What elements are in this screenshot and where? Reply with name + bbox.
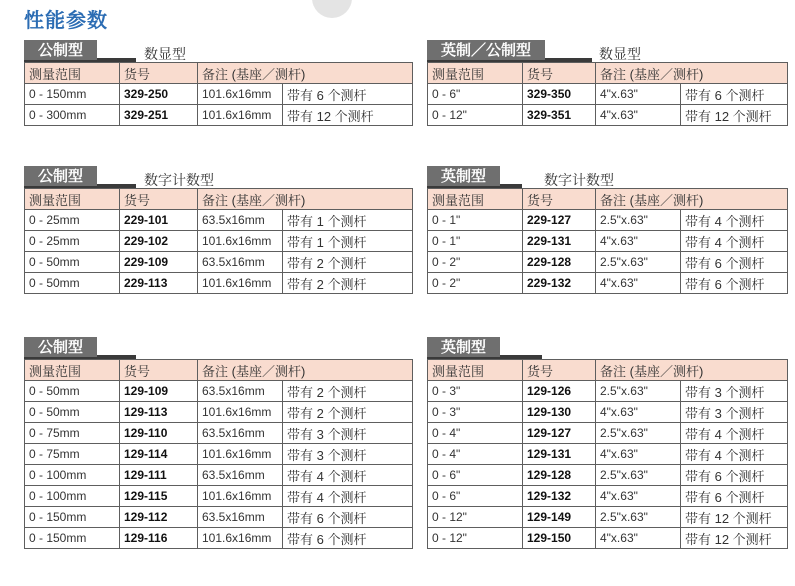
cell-base: 101.6x16mm	[198, 402, 283, 423]
cell-rods: 带有 2 个测杆	[283, 252, 413, 273]
cell-base: 4"x.63"	[596, 486, 681, 507]
table-row	[25, 105, 413, 126]
section-type-tag: 英制型	[427, 337, 500, 357]
cell-code: 129-126	[523, 381, 596, 402]
table-row	[25, 423, 413, 444]
cell-code: 229-102	[120, 231, 198, 252]
section-type-tag: 公制型	[24, 40, 97, 60]
cell-rods: 带有 2 个测杆	[283, 273, 413, 294]
cell-code: 229-127	[523, 210, 596, 231]
section-type-tag: 公制型	[24, 166, 97, 186]
cell-range: 0 - 25mm	[25, 231, 120, 252]
cell-base: 101.6x16mm	[198, 231, 283, 252]
cell-base: 101.6x16mm	[198, 105, 283, 126]
cell-rods: 带有 4 个测杆	[283, 465, 413, 486]
cell-rods: 带有 6 个测杆	[681, 465, 788, 486]
cell-rods: 带有 6 个测杆	[681, 84, 788, 105]
table-header-row	[25, 360, 413, 381]
cell-rods: 带有 6 个测杆	[681, 273, 788, 294]
header-code: 货号	[120, 360, 198, 381]
cell-code: 229-128	[523, 252, 596, 273]
cell-range: 0 - 12"	[428, 528, 523, 549]
cell-range: 0 - 4"	[428, 423, 523, 444]
cell-base: 63.5x16mm	[198, 210, 283, 231]
cell-range: 0 - 6"	[428, 465, 523, 486]
cell-rods: 带有 2 个测杆	[283, 381, 413, 402]
product-section	[427, 166, 788, 294]
spec-table	[24, 188, 413, 294]
cell-range: 0 - 50mm	[25, 252, 120, 273]
cell-code: 129-111	[120, 465, 198, 486]
cell-rods: 带有 4 个测杆	[681, 423, 788, 444]
table-header-row	[25, 189, 413, 210]
spec-table	[427, 62, 788, 126]
cell-base: 4"x.63"	[596, 231, 681, 252]
cell-rods: 带有 6 个测杆	[283, 528, 413, 549]
table-row	[25, 252, 413, 273]
cell-code: 129-110	[120, 423, 198, 444]
cell-range: 0 - 100mm	[25, 465, 120, 486]
cell-code: 329-251	[120, 105, 198, 126]
decorative-circle	[312, 0, 352, 18]
cell-code: 129-150	[523, 528, 596, 549]
header-range: 测量范围	[428, 63, 523, 84]
table-row	[25, 528, 413, 549]
cell-base: 2.5"x.63"	[596, 423, 681, 444]
cell-range: 0 - 300mm	[25, 105, 120, 126]
cell-base: 2.5"x.63"	[596, 507, 681, 528]
product-section	[24, 337, 413, 549]
header-notes: 备注 (基座／测杆)	[198, 189, 413, 210]
cell-code: 129-132	[523, 486, 596, 507]
section-category: 数字计数型	[144, 173, 214, 189]
table-row	[25, 84, 413, 105]
spec-table	[24, 359, 413, 549]
header-code: 货号	[523, 360, 596, 381]
table-row	[428, 210, 788, 231]
section-type-tag: 英制／公制型	[427, 40, 545, 60]
cell-code: 129-114	[120, 444, 198, 465]
cell-rods: 带有 12 个测杆	[681, 507, 788, 528]
table-row	[428, 423, 788, 444]
cell-code: 329-350	[523, 84, 596, 105]
cell-base: 101.6x16mm	[198, 528, 283, 549]
cell-code: 129-113	[120, 402, 198, 423]
section-header	[427, 40, 788, 62]
header-notes: 备注 (基座／测杆)	[596, 63, 788, 84]
table-row	[428, 528, 788, 549]
cell-rods: 带有 12 个测杆	[681, 528, 788, 549]
product-section	[427, 337, 788, 549]
cell-rods: 带有 4 个测杆	[681, 231, 788, 252]
cell-base: 4"x.63"	[596, 402, 681, 423]
cell-range: 0 - 50mm	[25, 273, 120, 294]
spec-table	[427, 188, 788, 294]
cell-range: 0 - 3"	[428, 402, 523, 423]
cell-base: 63.5x16mm	[198, 381, 283, 402]
cell-rods: 带有 2 个测杆	[283, 402, 413, 423]
cell-range: 0 - 2"	[428, 252, 523, 273]
spec-table	[24, 62, 413, 126]
cell-range: 0 - 2"	[428, 273, 523, 294]
cell-rods: 带有 4 个测杆	[681, 210, 788, 231]
table-row	[428, 507, 788, 528]
table-row	[428, 84, 788, 105]
cell-range: 0 - 25mm	[25, 210, 120, 231]
table-row	[25, 273, 413, 294]
cell-range: 0 - 150mm	[25, 507, 120, 528]
cell-base: 101.6x16mm	[198, 486, 283, 507]
cell-base: 2.5"x.63"	[596, 210, 681, 231]
cell-code: 229-132	[523, 273, 596, 294]
cell-code: 229-131	[523, 231, 596, 252]
section-category: 数显型	[144, 47, 186, 63]
cell-base: 4"x.63"	[596, 444, 681, 465]
cell-code: 129-109	[120, 381, 198, 402]
table-row	[25, 444, 413, 465]
cell-code: 129-112	[120, 507, 198, 528]
table-row	[428, 381, 788, 402]
cell-code: 229-109	[120, 252, 198, 273]
section-header	[24, 40, 413, 62]
cell-rods: 带有 4 个测杆	[283, 486, 413, 507]
cell-range: 0 - 150mm	[25, 528, 120, 549]
table-row	[428, 231, 788, 252]
section-type-tag: 公制型	[24, 337, 97, 357]
cell-rods: 带有 3 个测杆	[681, 402, 788, 423]
cell-range: 0 - 50mm	[25, 381, 120, 402]
section-header	[427, 337, 788, 359]
header-notes: 备注 (基座／测杆)	[596, 360, 788, 381]
table-row	[25, 507, 413, 528]
header-notes: 备注 (基座／测杆)	[198, 360, 413, 381]
header-notes: 备注 (基座／测杆)	[596, 189, 788, 210]
table-header-row	[428, 189, 788, 210]
table-header-row	[428, 63, 788, 84]
cell-rods: 带有 1 个测杆	[283, 231, 413, 252]
cell-range: 0 - 1"	[428, 210, 523, 231]
cell-base: 63.5x16mm	[198, 465, 283, 486]
header-range: 测量范围	[428, 189, 523, 210]
header-code: 货号	[120, 189, 198, 210]
cell-code: 129-130	[523, 402, 596, 423]
header-notes: 备注 (基座／测杆)	[198, 63, 413, 84]
cell-base: 4"x.63"	[596, 273, 681, 294]
header-range: 测量范围	[25, 63, 120, 84]
table-row	[25, 231, 413, 252]
cell-range: 0 - 4"	[428, 444, 523, 465]
table-row	[428, 252, 788, 273]
table-row	[25, 381, 413, 402]
cell-rods: 带有 6 个测杆	[283, 507, 413, 528]
cell-base: 101.6x16mm	[198, 273, 283, 294]
cell-range: 0 - 12"	[428, 507, 523, 528]
cell-code: 129-116	[120, 528, 198, 549]
header-code: 货号	[523, 189, 596, 210]
cell-rods: 带有 6 个测杆	[681, 486, 788, 507]
cell-code: 129-131	[523, 444, 596, 465]
product-section	[24, 166, 413, 294]
table-row	[25, 402, 413, 423]
cell-range: 0 - 100mm	[25, 486, 120, 507]
section-header	[24, 166, 413, 188]
cell-rods: 带有 6 个测杆	[681, 252, 788, 273]
header-range: 测量范围	[25, 189, 120, 210]
cell-range: 0 - 12"	[428, 105, 523, 126]
cell-base: 101.6x16mm	[198, 444, 283, 465]
cell-base: 63.5x16mm	[198, 252, 283, 273]
cell-base: 2.5"x.63"	[596, 465, 681, 486]
cell-base: 101.6x16mm	[198, 84, 283, 105]
cell-range: 0 - 50mm	[25, 402, 120, 423]
table-row	[25, 210, 413, 231]
section-type-tag: 英制型	[427, 166, 500, 186]
cell-base: 2.5"x.63"	[596, 252, 681, 273]
cell-base: 4"x.63"	[596, 528, 681, 549]
header-code: 货号	[120, 63, 198, 84]
cell-code: 229-101	[120, 210, 198, 231]
cell-code: 229-113	[120, 273, 198, 294]
cell-rods: 带有 3 个测杆	[283, 444, 413, 465]
cell-range: 0 - 6"	[428, 486, 523, 507]
header-code: 货号	[523, 63, 596, 84]
cell-base: 4"x.63"	[596, 105, 681, 126]
cell-rods: 带有 1 个测杆	[283, 210, 413, 231]
cell-rods: 带有 12 个测杆	[283, 105, 413, 126]
page-title: 性能参数	[24, 8, 108, 32]
section-header	[24, 337, 413, 359]
table-row	[428, 105, 788, 126]
cell-range: 0 - 3"	[428, 381, 523, 402]
cell-rods: 带有 3 个测杆	[681, 381, 788, 402]
product-section	[24, 40, 413, 126]
table-header-row	[25, 63, 413, 84]
cell-base: 2.5"x.63"	[596, 381, 681, 402]
cell-rods: 带有 6 个测杆	[283, 84, 413, 105]
table-row	[428, 444, 788, 465]
table-row	[428, 402, 788, 423]
spec-table	[427, 359, 788, 549]
table-row	[25, 486, 413, 507]
product-section	[427, 40, 788, 126]
cell-base: 63.5x16mm	[198, 423, 283, 444]
header-range: 测量范围	[25, 360, 120, 381]
cell-base: 4"x.63"	[596, 84, 681, 105]
cell-range: 0 - 6"	[428, 84, 523, 105]
cell-rods: 带有 12 个测杆	[681, 105, 788, 126]
table-header-row	[428, 360, 788, 381]
cell-code: 329-250	[120, 84, 198, 105]
section-category: 数字计数型	[544, 173, 614, 189]
cell-range: 0 - 75mm	[25, 444, 120, 465]
table-row	[428, 273, 788, 294]
section-category: 数显型	[599, 47, 641, 63]
cell-code: 329-351	[523, 105, 596, 126]
cell-code: 129-149	[523, 507, 596, 528]
cell-range: 0 - 75mm	[25, 423, 120, 444]
cell-code: 129-128	[523, 465, 596, 486]
cell-range: 0 - 1"	[428, 231, 523, 252]
cell-code: 129-127	[523, 423, 596, 444]
cell-rods: 带有 3 个测杆	[283, 423, 413, 444]
cell-base: 63.5x16mm	[198, 507, 283, 528]
table-row	[25, 465, 413, 486]
cell-range: 0 - 150mm	[25, 84, 120, 105]
cell-rods: 带有 4 个测杆	[681, 444, 788, 465]
header-range: 测量范围	[428, 360, 523, 381]
section-header	[427, 166, 788, 188]
cell-code: 129-115	[120, 486, 198, 507]
table-row	[428, 486, 788, 507]
table-row	[428, 465, 788, 486]
